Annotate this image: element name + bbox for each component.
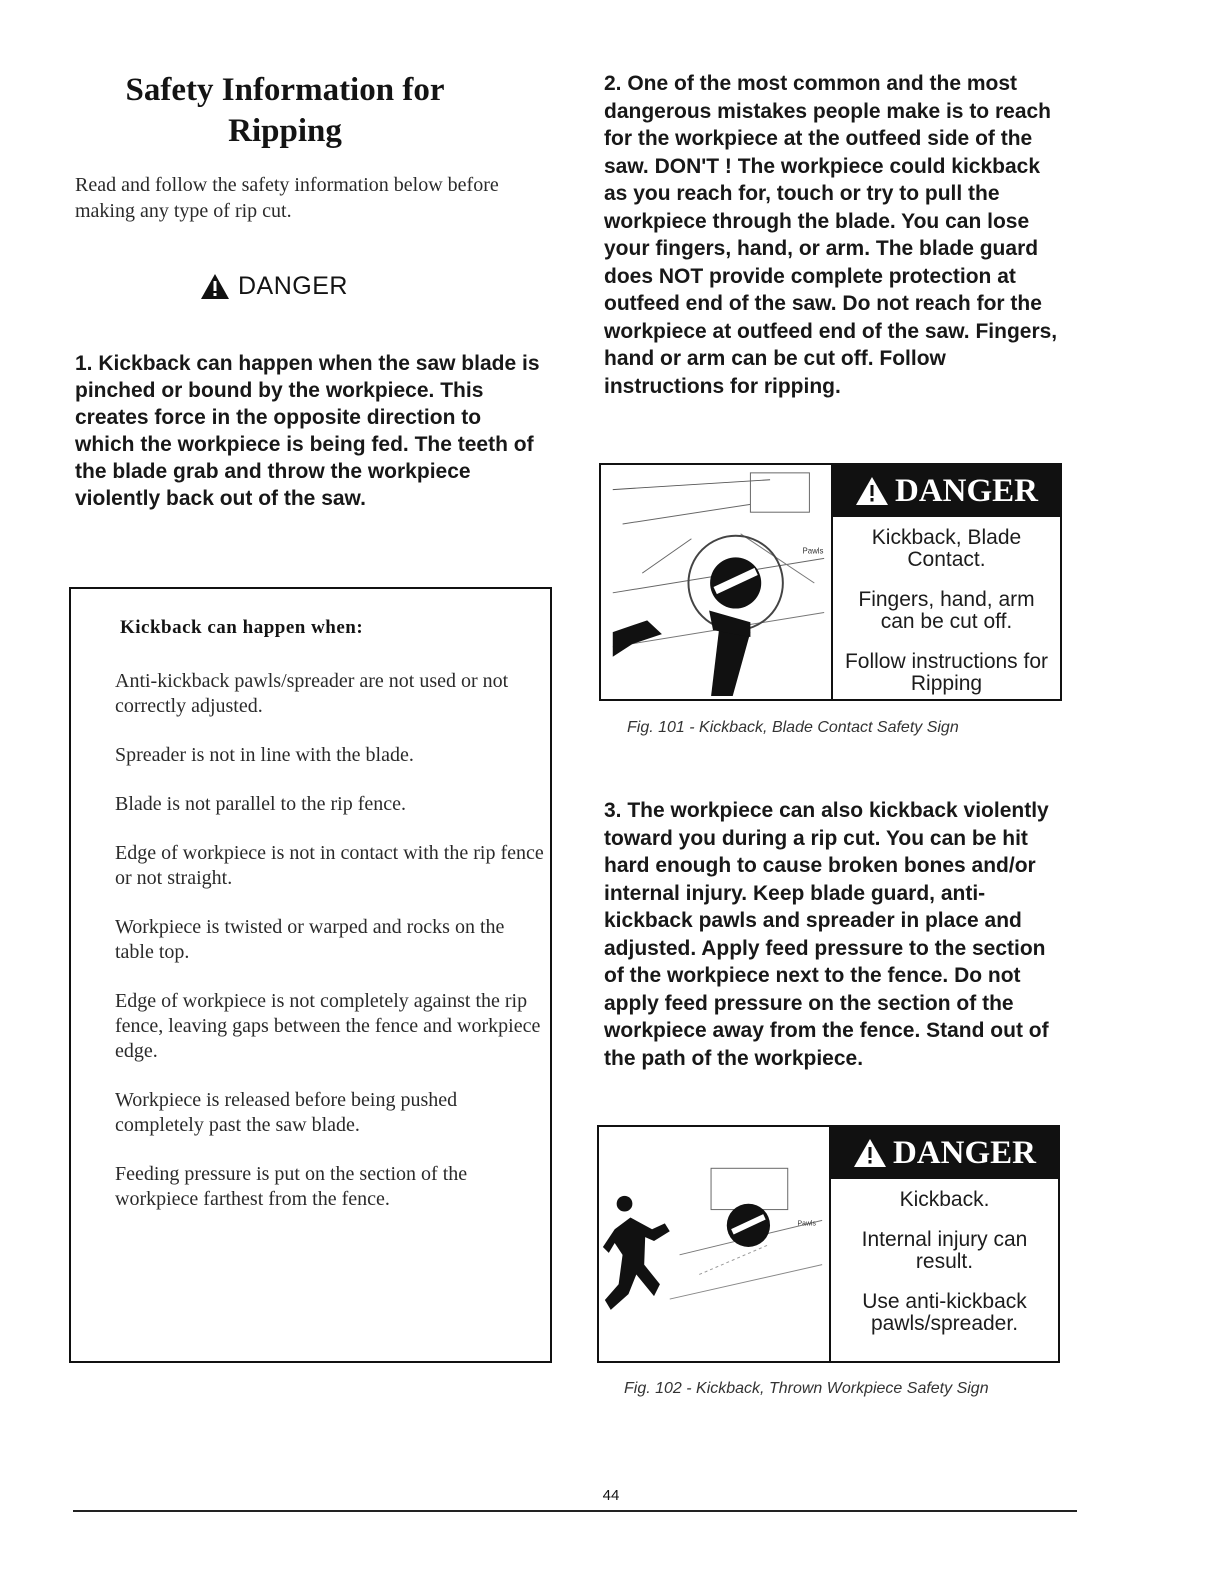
danger-banner — [833, 465, 1060, 517]
list-item: Edge of workpiece is not completely against the rip fence, leaving gaps between the fence and workpiece edge. — [115, 990, 541, 1062]
footer-rule — [73, 1510, 1077, 1512]
danger-banner-label: DANGER — [894, 472, 1038, 509]
figure-caption-101: Fig. 101 - Kickback, Blade Contact Safety Sign — [627, 719, 959, 736]
sign-message: Kickback. — [899, 1188, 990, 1211]
list-item: Workpiece is released before being pushed completely past the saw blade. — [115, 1089, 458, 1136]
page-number: 44 — [602, 1487, 620, 1504]
kickback-box — [69, 587, 552, 1363]
safety-sign-blade-contact — [599, 463, 1062, 701]
danger-heading — [200, 268, 348, 304]
saw-blade-contact-illustration — [601, 465, 831, 699]
list-item: Spreader is not in line with the blade. — [115, 744, 414, 766]
list-item: Edge of workpiece is not in contact with the rip fence or not straight. — [115, 842, 544, 889]
sign-message: Kickback, Blade Contact. — [871, 526, 1022, 571]
safety-sign-thrown-workpiece — [597, 1125, 1060, 1363]
safety-item-2: 2. One of the most common and the most dangerous mistakes people make is to reach for the workpiece at the outfeed side of the saw. DON'T ! The workpiece could kickback as you reach for, touch or try to pull the workpiece through the blade. You can lose your fingers, hand, or arm. The blade guard does NOT provide complete protection at outfeed end of the saw. Do not reach for the workpiece at outfeed end of the saw. Fingers, hand or arm can be cut off. Follow instructions for ripping. — [604, 72, 1058, 398]
kickback-box-title: Kickback can happen when: — [120, 617, 364, 638]
sign-message: Use anti-kickback pawls/spreader. — [862, 1290, 1027, 1335]
list-item: Workpiece is twisted or warped and rocks on the table top. — [115, 916, 505, 963]
safety-item-1: 1. Kickback can happen when the saw blade is pinched or bound by the workpiece. This creates force in the opposite direction to which the workpiece is being fed. The teeth of the blade grab and throw the workpiece violently back out of the saw. — [75, 352, 540, 510]
sign-message: Follow instructions for Ripping — [844, 650, 1049, 695]
thrown-workpiece-illustration — [599, 1127, 829, 1361]
pawls-label: Pawls — [802, 546, 824, 556]
kickback-list — [115, 669, 545, 1236]
danger-label: DANGER — [238, 271, 348, 300]
list-item: Feeding pressure is put on the section of the workpiece farthest from the fence. — [115, 1163, 468, 1210]
warning-triangle-icon — [200, 273, 230, 300]
sign-panel — [829, 1127, 1058, 1361]
list-item: Blade is not parallel to the rip fence. — [115, 793, 407, 815]
sign-message: Internal injury can result. — [861, 1228, 1028, 1273]
intro-paragraph: Read and follow the safety information below before making any type of rip cut. — [75, 174, 499, 222]
sign-message: Fingers, hand, arm can be cut off. — [858, 588, 1035, 633]
danger-banner — [831, 1127, 1058, 1179]
sign-panel — [831, 465, 1060, 699]
warning-triangle-icon — [853, 1138, 887, 1168]
list-item: Anti-kickback pawls/spreader are not used or not correctly adjusted. — [115, 670, 509, 717]
warning-triangle-icon — [855, 476, 889, 506]
page-title: Safety Information for Ripping — [125, 72, 445, 149]
pawls-label: Pawls — [797, 1220, 816, 1228]
figure-caption-102: Fig. 102 - Kickback, Thrown Workpiece Safety Sign — [624, 1380, 989, 1397]
safety-item-3: 3. The workpiece can also kickback violently toward you during a rip cut. You can be hit hard enough to cause broken bones and/or internal injury. Keep blade guard, anti-kickback pawls and spreader in place and adjusted. Apply feed pressure to the section of the workpiece next to the fence. Do not apply feed pressure on the section of the workpiece away from the fence. Stand out of the path of the workpiece. — [604, 799, 1049, 1070]
danger-banner-label: DANGER — [892, 1134, 1036, 1171]
